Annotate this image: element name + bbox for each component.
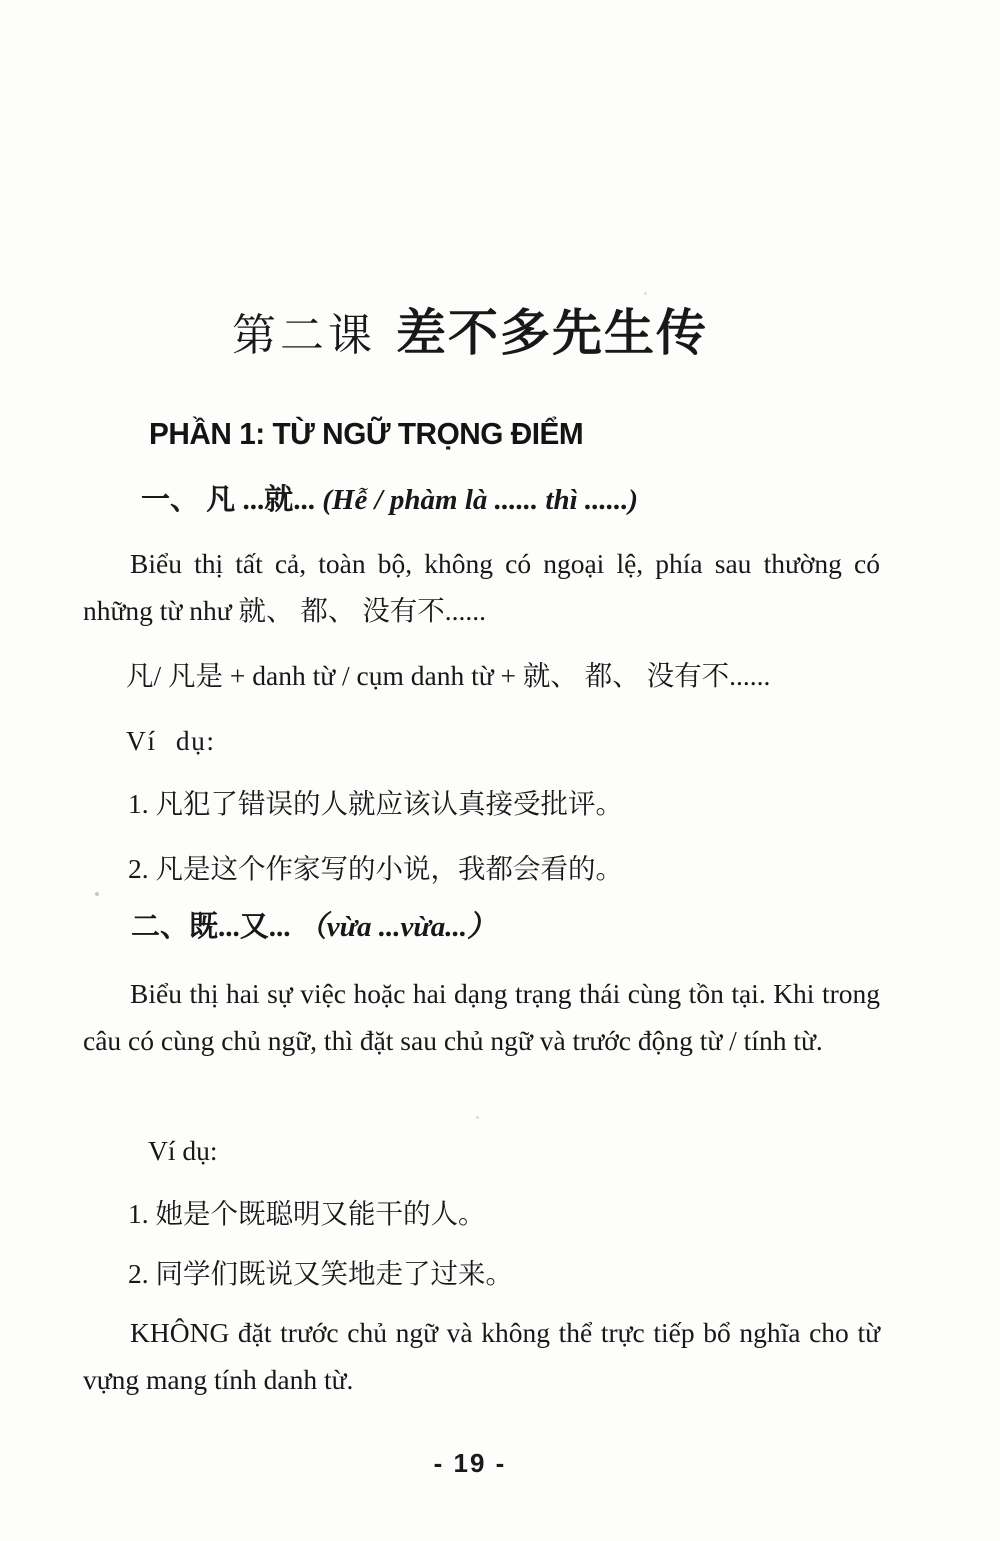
part-heading: PHẦN 1: TỪ NGỮ TRỌNG ĐIỂM xyxy=(149,416,584,451)
section-1-example-label: Ví dụ: xyxy=(126,725,216,756)
section-1-pattern: 一、 凡 ...就... xyxy=(141,484,323,516)
page-number: - 19 - xyxy=(433,1448,507,1478)
section-2-note: KHÔNG đặt trước chủ ngữ và không thể trực tiếp bổ nghĩa cho từ vựng mang tính danh từ. xyxy=(83,1317,880,1395)
scan-speck xyxy=(476,1116,479,1119)
lesson-number: 第二课 xyxy=(232,311,376,360)
section-1-example-1: 1. 凡犯了错误的人就应该认真接受批评。 xyxy=(128,788,623,819)
section-2-heading xyxy=(131,904,496,951)
scan-speck xyxy=(644,292,647,295)
lesson-name: 差不多先生传 xyxy=(396,305,708,361)
section-1-example-2: 2. 凡是这个作家写的小说，我都会看的。 xyxy=(128,853,623,884)
section-1-description: Biểu thị tất cả, toàn bộ, không có ngoại lệ, phía sau thường có những từ như 就、 都、 没有不...... xyxy=(83,548,880,626)
section-2-example-1: 1. 她是个既聪明又能干的人。 xyxy=(128,1198,486,1229)
section-1-heading xyxy=(141,477,638,524)
section-2-translation: （vừa ...vừa...） xyxy=(297,911,497,943)
section-1-formula: 凡/ 凡是 + danh từ / cụm danh từ + 就、 都、 没有不...... xyxy=(126,660,771,691)
scan-speck xyxy=(95,892,99,896)
section-2-description: Biểu thị hai sự việc hoặc hai dạng trạng thái cùng tồn tại. Khi trong câu có cùng chủ ngữ, thì đặt sau chủ ngữ và trước động từ / tính từ. xyxy=(83,978,880,1056)
section-2-example-label: Ví dụ: xyxy=(148,1135,218,1166)
section-2-example-2: 2. 同学们既说又笑地走了过来。 xyxy=(128,1258,513,1289)
section-2-pattern: 二、既...又... xyxy=(131,911,298,943)
section-1-translation: (Hễ / phàm là ...... thì ......) xyxy=(322,484,639,516)
lesson-title xyxy=(0,293,940,365)
